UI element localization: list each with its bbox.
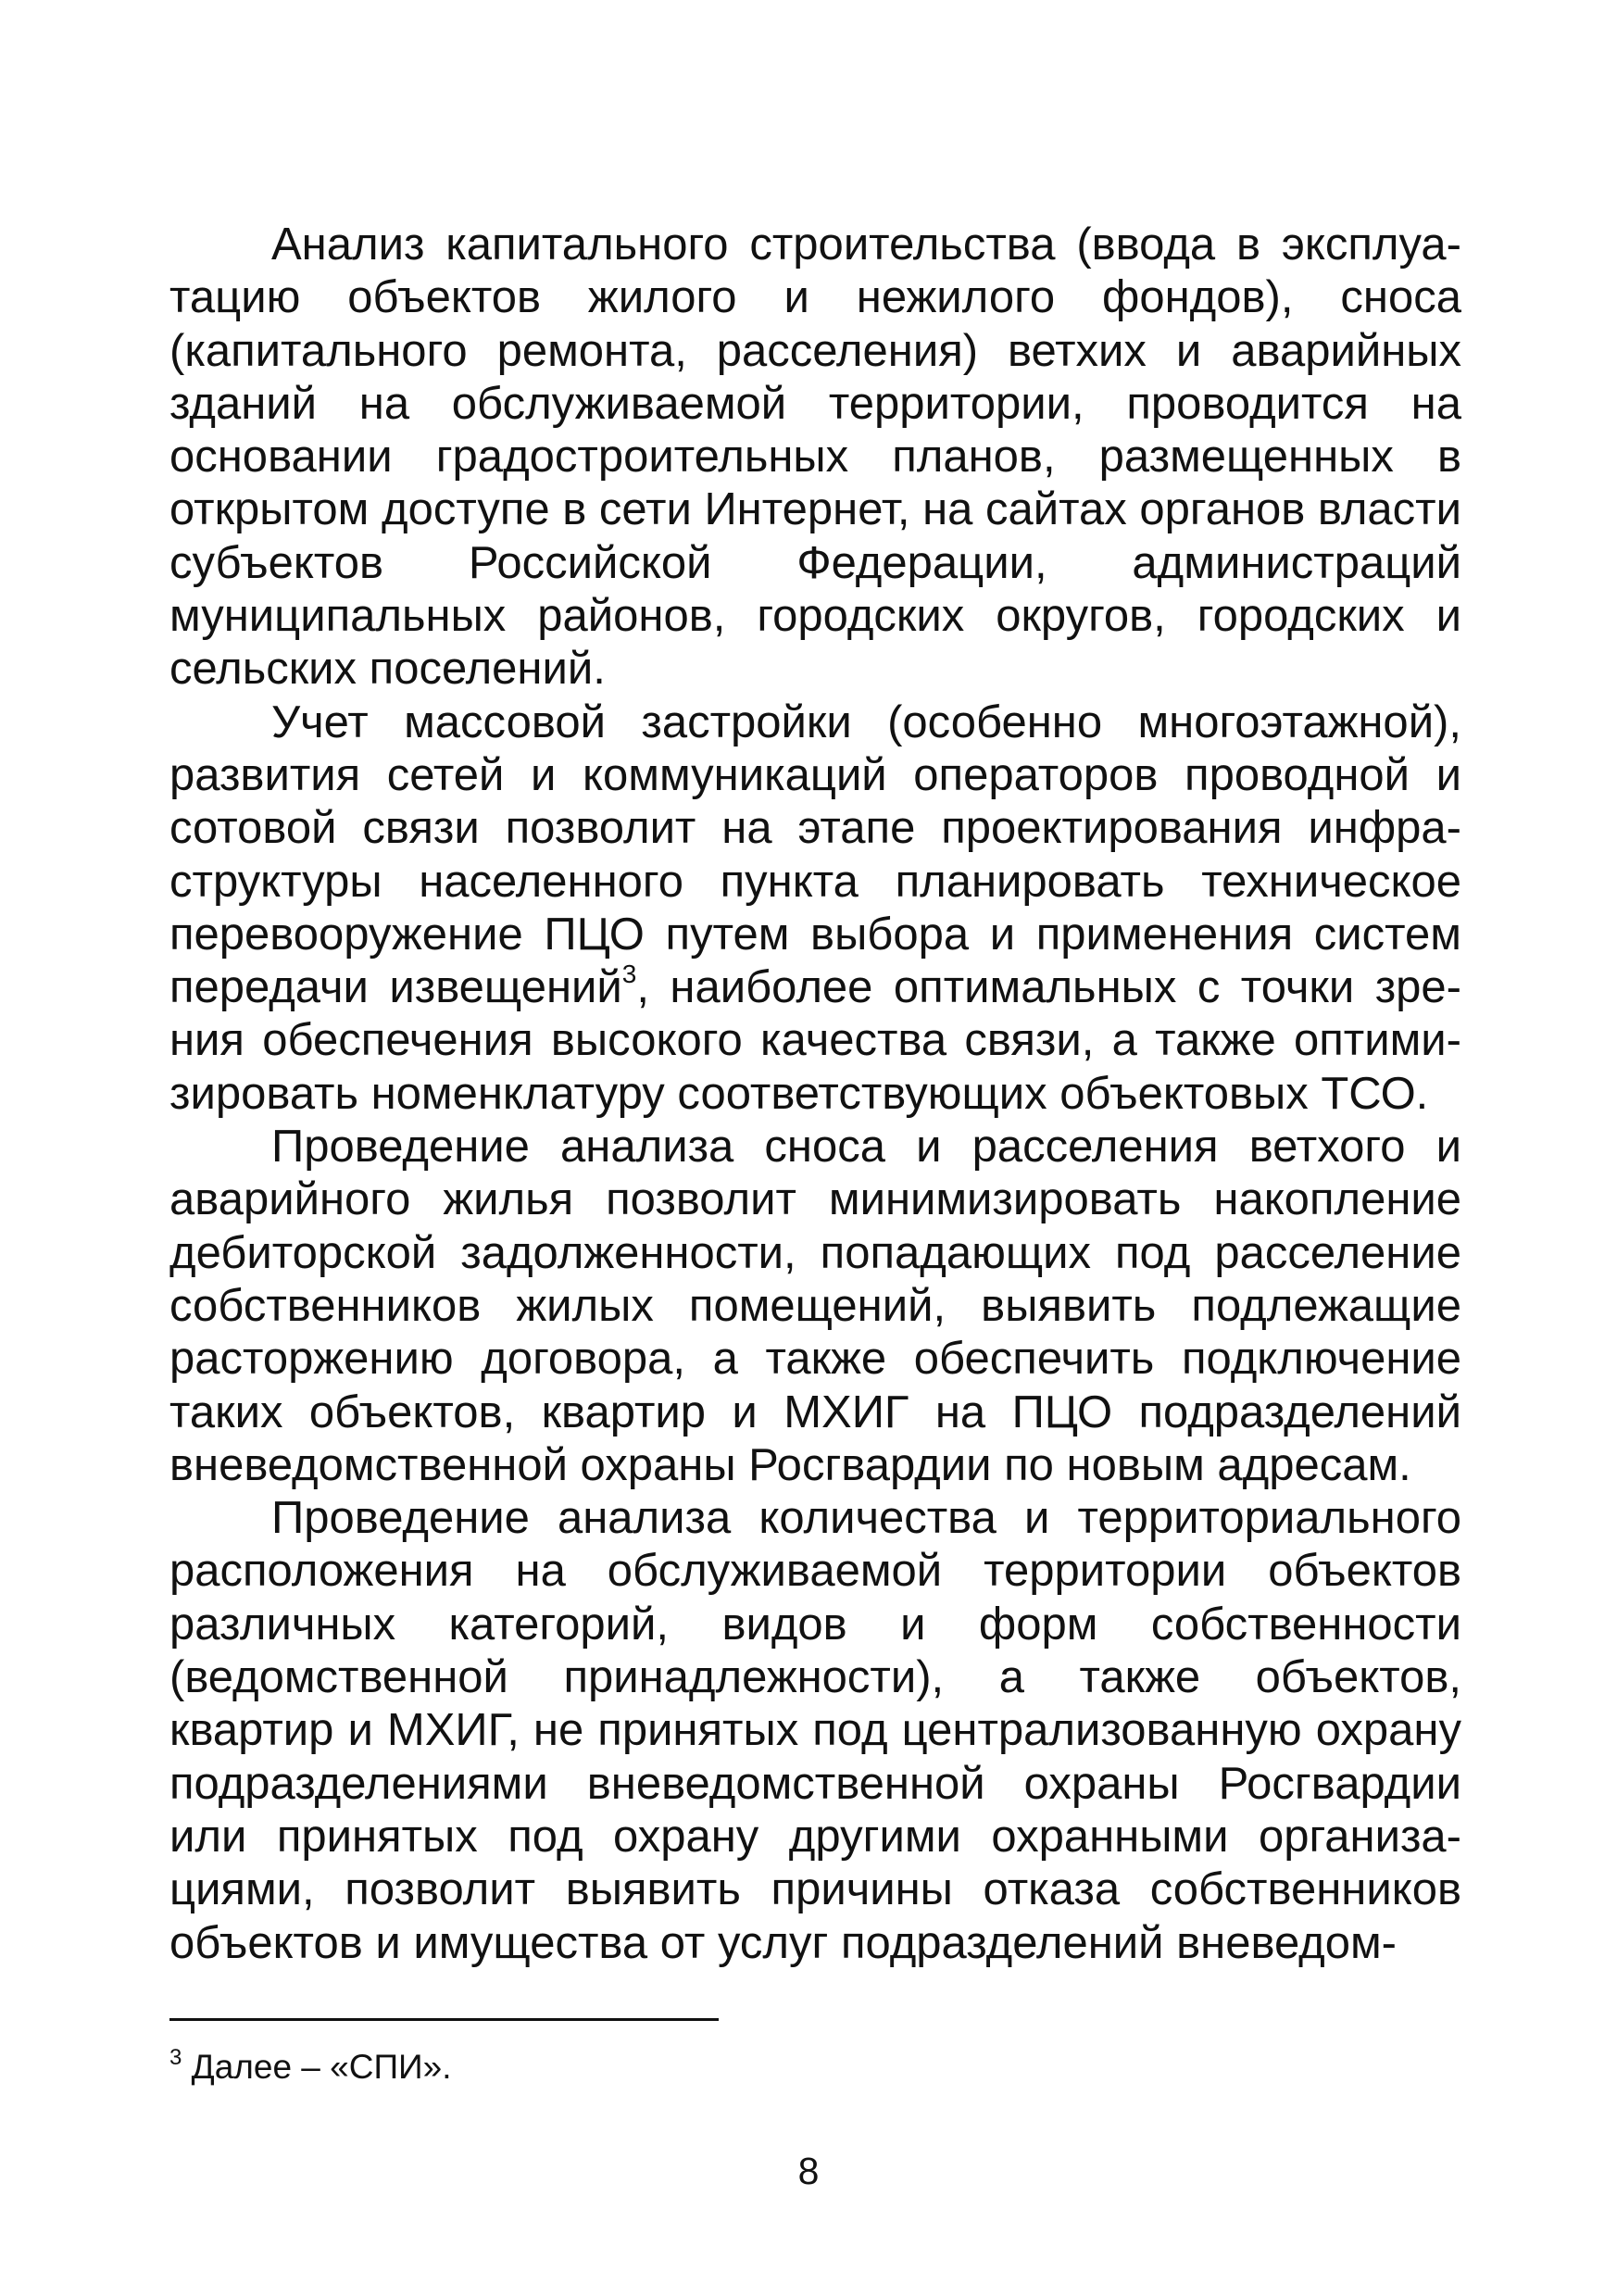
- page-number: 8: [797, 2150, 820, 2192]
- paragraph-2: [169, 696, 1461, 1121]
- paragraph-1: Анализ капитального строительства (ввода в эксплуатацию объектов жилого и нежилого фондов), сноса (капитального ремонта, расселения) ветхих и аварийных зданий на обслуживаемой территории, проводится на основании градостроительных планов, размещенных в открытом доступе в сети Интернет, на сайтах органов власти субъектов Российской Федерации, администраций муниципальных районов, городских округов, городских и сельских поселений.: [169, 220, 1461, 695]
- footnote-reference-3[interactable]: 3: [621, 959, 637, 988]
- body-text: [169, 219, 1461, 1970]
- footnote-marker: 3: [169, 2044, 182, 2070]
- paragraph-2-text-before: Учет массовой застройки (особенно многоэтажной), развития сетей и коммуникаций операторов проводной и сотовой связи позволит на этапе проектирования инфраструктуры населенного пункта планировать техническое перевооружение ПЦО путем выбора и применения систем передачи извещений: [169, 696, 1461, 1013]
- footnote-separator: [169, 2018, 719, 2021]
- footnote-text: Далее – «СПИ».: [182, 2048, 452, 2086]
- paragraph-2-text-after: , наиболее оптимальных с точки зрения обеспечения высокого качества связи, а также оптимизировать номенклатуру соответствующих объектовых ТСО.: [169, 962, 1461, 1119]
- paragraph-4: Проведение анализа количества и территориального расположения на обслуживаемой территории объектов различных категорий, видов и форм собственности (ведомственной принадлежности), а также объектов, квартир и МХИГ, не принятых под централизованную охрану подразделениями вневедомственной охраны Росгвардии или принятых под охрану другими охранными организациями, позволит выявить причины отказа собственников объектов и имущества от услуг подразделений вневедом-: [169, 1493, 1461, 1968]
- footnote: [169, 2044, 452, 2088]
- paragraph-3: Проведение анализа сноса и расселения ветхого и аварийного жилья позволит минимизировать накопление дебиторской задолженности, попадающих под расселение собственников жилых помещений, выявить подлежащие расторжению договора, а также обеспечить подключение таких объектов, квартир и МХИГ на ПЦО подразделений вневедомственной охраны Росгвардии по новым адресам.: [169, 1122, 1461, 1490]
